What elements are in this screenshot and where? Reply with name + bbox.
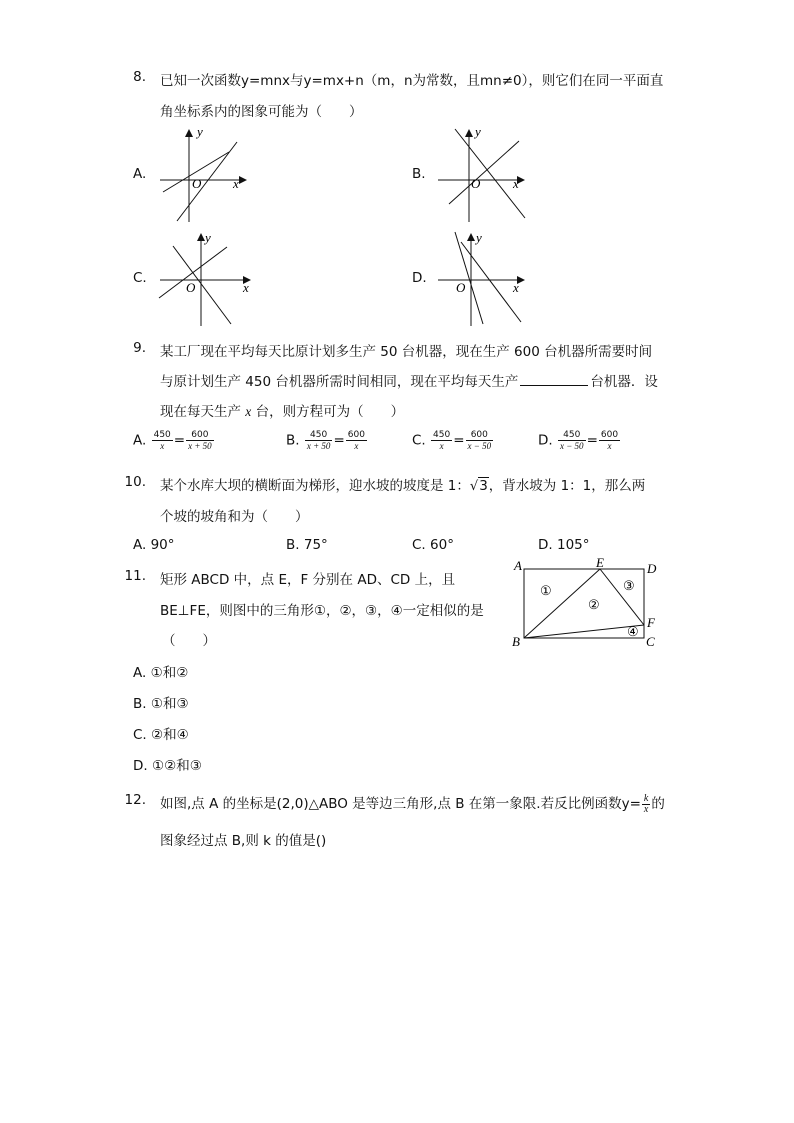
q8-a-x-label: x <box>233 176 239 191</box>
q11-number: 11. <box>124 568 146 584</box>
q8-stem-line1: 已知一次函数y=mnx与y=mx+n（m，n为常数，且mn≠0），则它们在同一平面直 <box>160 73 664 89</box>
q8-stem-line2: 角坐标系内的图象可能为（ ） <box>160 104 363 120</box>
q11-triangle-4: ④ <box>627 624 639 639</box>
q8-a-origin-label: O <box>192 176 202 191</box>
q11-point-b: B <box>512 634 520 649</box>
q8-d-origin-label: O <box>456 280 466 295</box>
q9-option-b[interactable]: B. $\frac{450}{x + 50}$ = $\frac{600}{x}$ <box>286 430 365 451</box>
q8-option-a-label: A. <box>133 166 147 182</box>
q9-stem-line3: 现在每天生产 x 台，则方程可为（ ） <box>160 404 405 420</box>
q12-number: 12. <box>124 792 146 808</box>
q11-stem-line1: 矩形 ABCD 中，点 E，F 分别在 AD、CD 上，且 <box>160 572 456 588</box>
q9-stem-line1: 某工厂现在平均每天比原计划多生产 50 台机器，现在生产 600 台机器所需要时间 <box>160 344 653 360</box>
q11-point-d: D <box>647 561 657 576</box>
q11-option-b[interactable]: B. ①和③ <box>133 696 189 712</box>
q10-sqrt-radicand: 3 <box>479 478 488 494</box>
q10-option-c[interactable]: C. 60° <box>412 537 454 553</box>
q11-point-f: F <box>647 615 655 630</box>
q8-b-origin-label: O <box>471 176 481 191</box>
q9-option-a[interactable]: A. $\frac{450}{x}$ = $\frac{600}{x + 50}$ <box>133 430 212 451</box>
q9-answer-blank[interactable] <box>520 373 588 386</box>
q11-triangle-2: ② <box>588 597 600 612</box>
q8-option-b-label: B. <box>412 166 426 182</box>
q10-stem-line2: 个坡的坡角和为（ ） <box>160 509 309 525</box>
q10-number: 10. <box>124 474 146 490</box>
q11-point-c: C <box>646 634 655 649</box>
q11-point-a: A <box>514 558 522 573</box>
q9-number: 9. <box>133 340 146 356</box>
q8-b-y-label: y <box>475 124 481 139</box>
q8-graph-d <box>433 228 543 328</box>
q9-option-d[interactable]: D. $\frac{450}{x - 50}$ = $\frac{600}{x}$ <box>538 430 619 451</box>
q11-option-a[interactable]: A. ①和② <box>133 665 189 681</box>
q12-stem-line1: 如图,点 A 的坐标是(2,0)△ABO 是等边三角形,点 B 在第一象限.若反比例函数y= $\frac{k}{x}$ 的 <box>160 792 665 815</box>
q11-option-d[interactable]: D. ①②和③ <box>133 758 202 774</box>
q10-option-b[interactable]: B. 75° <box>286 537 328 553</box>
q8-option-d-label: D. <box>412 270 427 286</box>
q8-c-x-label: x <box>243 280 249 295</box>
q11-triangle-3: ③ <box>623 578 635 593</box>
q11-stem-line2: BE⊥FE，则图中的三角形①，②，③，④一定相似的是 <box>160 603 484 619</box>
q8-option-c-label: C. <box>133 270 147 286</box>
q8-d-x-label: x <box>513 280 519 295</box>
q10-option-a[interactable]: A. 90° <box>133 537 175 553</box>
q8-graph-b <box>433 124 543 224</box>
q9-option-c[interactable]: C. $\frac{450}{x}$ = $\frac{600}{x - 50}$ <box>412 430 492 451</box>
q8-c-y-label: y <box>205 230 211 245</box>
q9-stem-line2: 与原计划生产 450 台机器所需时间相同，现在平均每天生产 台机器．设 <box>160 374 658 390</box>
q8-b-x-label: x <box>513 176 519 191</box>
q10-stem-line1: 某个水库大坝的横断面为梯形，迎水坡的坡度是 1：√3，背水坡为 1：1，那么两 <box>160 478 646 494</box>
q10-option-d[interactable]: D. 105° <box>538 537 590 553</box>
q11-figure <box>508 556 668 652</box>
q12-stem-line2: 图象经过点 B,则 k 的值是() <box>160 833 327 849</box>
q11-point-e: E <box>596 556 604 570</box>
q8-c-origin-label: O <box>186 280 196 295</box>
q8-graph-c <box>155 228 265 328</box>
q8-d-y-label: y <box>476 230 482 245</box>
q8-number: 8. <box>133 69 146 85</box>
q11-stem-line3: （ ） <box>162 633 216 649</box>
q11-option-c[interactable]: C. ②和④ <box>133 727 189 743</box>
q11-triangle-1: ① <box>540 583 552 598</box>
q8-a-y-label: y <box>197 124 203 139</box>
q8-graph-a <box>155 124 265 224</box>
